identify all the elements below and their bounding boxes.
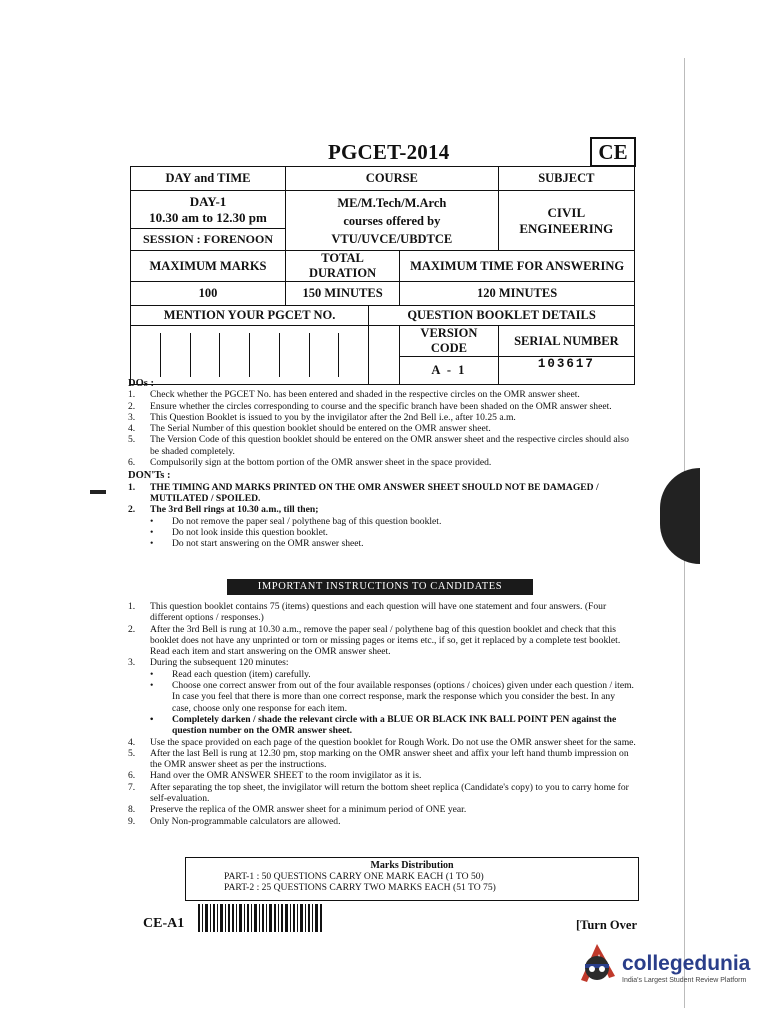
list-item: 4. Use the space provided on each page of the question booklet for Rough Work. Do not use the OMR answer sheet for the same.	[128, 736, 636, 748]
spacer-cell	[369, 326, 400, 357]
max-time-label: MAXIMUM TIME FOR ANSWERING	[400, 251, 635, 282]
course-line-3: VTU/UVCE/UBDTCE	[331, 231, 453, 246]
list-item: • Choose one correct answer from out of the four available responses (options / choices) given under each question / item. In case you feel that there is more than one correct response, mark the response which you consider the best. In any case, choose only one response for each item.	[150, 680, 634, 714]
pgcet-digit-box[interactable]	[310, 333, 340, 377]
marks-title: Marks Distribution	[370, 860, 454, 871]
list-item: 3. This Question Booklet is issued to you by the invigilator after the 2nd Bell i.e., after 10.25 a.m.	[128, 411, 516, 423]
list-item: 5. The Version Code of this question booklet should be entered on the OMR answer sheet and the respective circles should also be shaded completely.	[128, 434, 629, 457]
scan-shadow-mark	[660, 468, 700, 564]
booklet-details-label: QUESTION BOOKLET DETAILS	[369, 306, 635, 326]
pgcet-digit-box[interactable]	[161, 333, 191, 377]
list-item: • Do not start answering on the OMR answer sheet.	[150, 538, 364, 550]
list-item: 6. Hand over the OMR ANSWER SHEET to the room invigilator as it is.	[128, 770, 422, 782]
marks-part-1: PART-1 : 50 QUESTIONS CARRY ONE MARK EACH (1 TO 50)	[224, 871, 484, 882]
bullet-icon: •	[150, 680, 154, 692]
list-item: • Do not look inside this question booklet.	[150, 526, 328, 538]
donts-title: DON'Ts :	[128, 470, 171, 482]
marks-distribution-box	[185, 857, 639, 901]
day-time-label: DAY and TIME	[131, 167, 286, 191]
total-duration-label: TOTAL DURATION	[286, 251, 400, 282]
list-item: 7. After separating the top sheet, the invigilator will return the bottom sheet replica (Candidate's copy) to you to carry home for self-evaluation.	[128, 781, 629, 805]
day-value: DAY-1	[189, 193, 227, 209]
time-value: 10.30 am to 12.30 pm	[149, 209, 267, 225]
logo-name: collegedunia	[622, 952, 751, 975]
version-code-label: VERSION CODE	[400, 326, 499, 357]
subject-label: SUBJECT	[498, 167, 634, 191]
barcode-icon	[198, 904, 324, 932]
bullet-icon: •	[150, 526, 154, 538]
list-item: 5. After the last Bell is rung at 12.30 pm, stop marking on the OMR answer sheet and affix your left hand thumb impression on the OMR answer sheet as per the instructions.	[128, 747, 629, 771]
page-title: PGCET-2014	[328, 140, 450, 164]
list-item: 1. Check whether the PGCET No. has been entered and shaded in the respective circles on the OMR answer sheet.	[128, 389, 580, 401]
bullet-icon: •	[150, 515, 154, 527]
version-code-value: A - 1	[400, 357, 499, 385]
course-label: COURSE	[286, 167, 499, 191]
turn-over-label: [Turn Over	[576, 918, 637, 932]
pgcet-digit-box[interactable]	[131, 333, 161, 377]
pgcet-digit-box[interactable]	[250, 333, 280, 377]
total-duration-value: 150 MINUTES	[286, 282, 400, 306]
instructions-section	[128, 601, 636, 827]
list-item: 2. The 3rd Bell rings at 10.30 a.m., till then;	[128, 504, 319, 516]
serial-number-value: 103617	[498, 357, 634, 385]
bullet-icon: •	[150, 713, 154, 725]
list-item: 9. Only Non-programmable calculators are allowed.	[128, 815, 341, 827]
exam-details-table	[130, 166, 635, 385]
pgcet-digit-box[interactable]	[339, 333, 368, 377]
pgcet-digit-box[interactable]	[220, 333, 250, 377]
course-line-2: courses offered by	[343, 213, 441, 228]
list-item: 2. Ensure whether the circles corresponding to course and the specific branch have been shaded on the OMR answer sheet.	[128, 400, 612, 412]
pgcet-digit-box[interactable]	[191, 333, 221, 377]
dos-section	[128, 378, 636, 549]
marks-part-2: PART-2 : 25 QUESTIONS CARRY TWO MARKS EACH (51 TO 75)	[224, 882, 496, 893]
bullet-icon: •	[150, 538, 154, 550]
list-item: 4. The Serial Number of this question booklet should be entered on the OMR answer sheet.	[128, 423, 491, 435]
list-item: 6. Compulsorily sign at the bottom portion of the OMR answer sheet in the space provided.	[128, 457, 492, 469]
session-value: SESSION : FORENOON	[131, 229, 286, 251]
margin-dash-mark	[90, 490, 106, 494]
pgcet-number-boxes[interactable]	[131, 326, 369, 385]
list-item: 1. THE TIMING AND MARKS PRINTED ON THE OMR ANSWER SHEET SHOULD NOT BE DAMAGED / MUTILATED / SPOILED.	[128, 481, 599, 504]
list-item: 3. During the subsequent 120 minutes:	[128, 657, 289, 669]
subject-value: CIVIL ENGINEERING	[498, 191, 634, 251]
subject-code-box: CE	[590, 137, 636, 167]
day-time-cell	[131, 191, 286, 229]
max-time-value: 120 MINUTES	[400, 282, 635, 306]
instructions-banner: IMPORTANT INSTRUCTIONS TO CANDIDATES	[227, 579, 533, 595]
serial-number-label: SERIAL NUMBER	[498, 326, 634, 357]
max-marks-value: 100	[131, 282, 286, 306]
bullet-icon: •	[150, 668, 154, 680]
list-item: • Completely darken / shade the relevant circle with a BLUE OR BLACK INK BALL POINT PEN against the question number on the OMR answer sheet.	[150, 713, 617, 737]
list-item: • Read each question (item) carefully.	[150, 668, 311, 680]
course-line-1: ME/M.Tech/M.Arch	[337, 195, 447, 210]
max-marks-label: MAXIMUM MARKS	[131, 251, 286, 282]
pgcet-no-label: MENTION YOUR PGCET NO.	[131, 306, 369, 326]
logo-tagline: India's Largest Student Review Platform	[622, 977, 747, 984]
booklet-code: CE-A1	[143, 916, 185, 931]
course-cell	[286, 191, 499, 251]
pgcet-digit-box[interactable]	[280, 333, 310, 377]
list-item: 8. Preserve the replica of the OMR answer sheet for a minimum period of ONE year.	[128, 804, 467, 816]
list-item: 2. After the 3rd Bell is rung at 10.30 a.m., remove the paper seal / polythene bag of this question booklet and check that this booklet does not have any unprinted or torn or missing pages or items etc., if so, get it replaced by a complete test booklet. Read each item and start answering on the OMR answer sheet.	[128, 623, 621, 658]
list-item: • Do not remove the paper seal / polythene bag of this question booklet.	[150, 515, 442, 527]
list-item: 1. This question booklet contains 75 (items) questions and each question will have one statement and four answers. (Four different options / responses.)	[128, 601, 607, 624]
dos-title: DOs :	[128, 378, 154, 389]
